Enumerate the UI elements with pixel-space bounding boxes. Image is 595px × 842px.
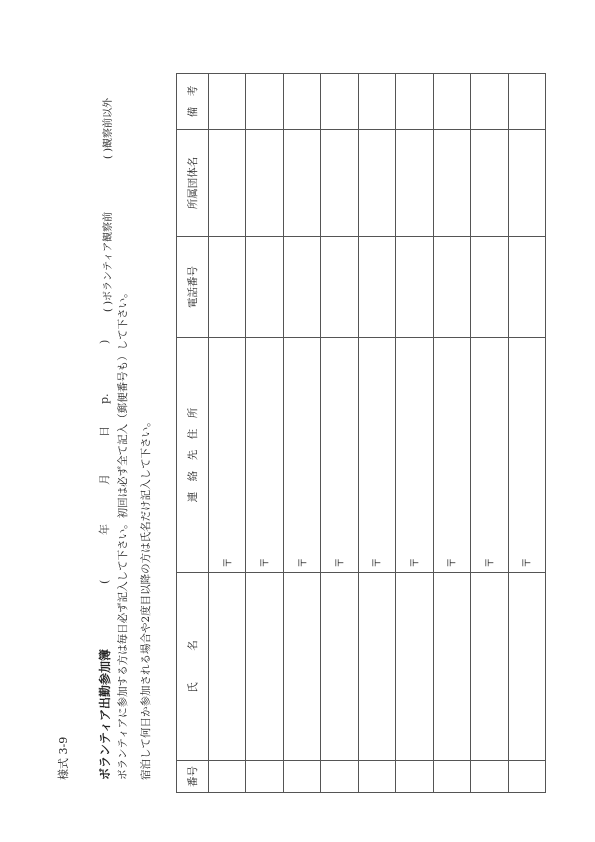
cell-name[interactable] bbox=[471, 573, 508, 761]
cell-no[interactable] bbox=[433, 761, 470, 793]
cell-no[interactable] bbox=[246, 761, 283, 793]
cell-tel[interactable] bbox=[396, 237, 433, 338]
attendance-table bbox=[176, 73, 546, 793]
cell-remarks[interactable] bbox=[508, 74, 546, 130]
cell-address[interactable] bbox=[508, 338, 546, 573]
table-row bbox=[209, 74, 246, 793]
cell-remarks[interactable] bbox=[358, 74, 395, 130]
checkbox-label: ボランティア観察前 bbox=[103, 211, 114, 302]
cell-remarks[interactable] bbox=[396, 74, 433, 130]
cell-tel[interactable] bbox=[321, 237, 358, 338]
cell-tel[interactable] bbox=[471, 237, 508, 338]
cell-address[interactable] bbox=[283, 338, 320, 573]
cell-no[interactable] bbox=[471, 761, 508, 793]
header-name: 氏 名 bbox=[177, 573, 209, 761]
cell-tel[interactable] bbox=[246, 237, 283, 338]
cell-no[interactable] bbox=[209, 761, 246, 793]
cell-org[interactable] bbox=[433, 130, 470, 237]
instruction-note-2: 宿泊して何日か参加される場合や2度目以降の方は氏名だけ記入して下さい。 bbox=[140, 416, 152, 780]
date-open: ( bbox=[98, 579, 111, 584]
cell-tel[interactable] bbox=[209, 237, 246, 338]
table-row bbox=[358, 74, 395, 793]
date-month-label: 月 bbox=[98, 474, 111, 485]
cell-remarks[interactable] bbox=[321, 74, 358, 130]
cell-org[interactable] bbox=[321, 130, 358, 237]
cell-address[interactable] bbox=[396, 338, 433, 573]
date-page-label: p. bbox=[98, 393, 111, 404]
cell-tel[interactable] bbox=[358, 237, 395, 338]
table-header-row bbox=[177, 74, 209, 793]
date-day-label: 日 bbox=[98, 426, 111, 437]
form-code: 様式 3-9 bbox=[57, 736, 70, 780]
cell-address[interactable] bbox=[358, 338, 395, 573]
cell-name[interactable] bbox=[396, 573, 433, 761]
table-row bbox=[283, 74, 320, 793]
table-row bbox=[508, 74, 546, 793]
cell-remarks[interactable] bbox=[471, 74, 508, 130]
checkbox-volunteer[interactable] bbox=[99, 212, 114, 312]
cell-name[interactable] bbox=[508, 573, 546, 761]
cell-tel[interactable] bbox=[283, 237, 320, 338]
cell-name[interactable] bbox=[358, 573, 395, 761]
cell-tel[interactable] bbox=[433, 237, 470, 338]
cell-name[interactable] bbox=[209, 573, 246, 761]
header-no: 番号 bbox=[177, 761, 209, 793]
cell-org[interactable] bbox=[209, 130, 246, 237]
cell-org[interactable] bbox=[396, 130, 433, 237]
checkbox-mark: ( ) bbox=[103, 301, 114, 312]
checkbox-mark: ( ) bbox=[103, 148, 114, 159]
zip-mark: 〒 bbox=[371, 557, 384, 568]
cell-no[interactable] bbox=[283, 761, 320, 793]
cell-remarks[interactable] bbox=[209, 74, 246, 130]
table-row bbox=[433, 74, 470, 793]
header-tel: 電話番号 bbox=[177, 237, 209, 338]
cell-address[interactable] bbox=[209, 338, 246, 573]
zip-mark: 〒 bbox=[446, 557, 459, 568]
zip-mark: 〒 bbox=[483, 557, 496, 568]
cell-address[interactable] bbox=[246, 338, 283, 573]
checkbox-other[interactable] bbox=[99, 98, 114, 159]
cell-org[interactable] bbox=[246, 130, 283, 237]
cell-org[interactable] bbox=[283, 130, 320, 237]
zip-mark: 〒 bbox=[221, 557, 234, 568]
cell-name[interactable] bbox=[246, 573, 283, 761]
cell-remarks[interactable] bbox=[433, 74, 470, 130]
zip-mark: 〒 bbox=[408, 557, 421, 568]
cell-address[interactable] bbox=[471, 338, 508, 573]
table-row bbox=[471, 74, 508, 793]
date-year-label: 年 bbox=[98, 524, 111, 535]
header-remarks: 備 考 bbox=[177, 74, 209, 130]
zip-mark: 〒 bbox=[296, 557, 309, 568]
table-row bbox=[321, 74, 358, 793]
date-close: ) bbox=[98, 339, 111, 344]
instruction-note-1: ボランティアに参加する方は毎日必ず記入して下さい。初回は必ず全て記入（郵便番号も）して下さい。 bbox=[117, 287, 129, 780]
cell-remarks[interactable] bbox=[246, 74, 283, 130]
table-row bbox=[246, 74, 283, 793]
cell-org[interactable] bbox=[358, 130, 395, 237]
cell-address[interactable] bbox=[433, 338, 470, 573]
table-row bbox=[396, 74, 433, 793]
checkbox-label: 観察前以外 bbox=[103, 98, 114, 149]
cell-remarks[interactable] bbox=[283, 74, 320, 130]
zip-mark: 〒 bbox=[334, 557, 347, 568]
zip-mark: 〒 bbox=[521, 557, 534, 568]
cell-no[interactable] bbox=[321, 761, 358, 793]
cell-name[interactable] bbox=[321, 573, 358, 761]
zip-mark: 〒 bbox=[259, 557, 272, 568]
page-title: ボランティア出勤参加簿 bbox=[98, 648, 112, 780]
cell-no[interactable] bbox=[508, 761, 546, 793]
header-org: 所属団体名 bbox=[177, 130, 209, 237]
cell-org[interactable] bbox=[508, 130, 546, 237]
cell-no[interactable] bbox=[396, 761, 433, 793]
cell-no[interactable] bbox=[358, 761, 395, 793]
header-address: 連 絡 先 住 所 bbox=[177, 338, 209, 573]
cell-name[interactable] bbox=[433, 573, 470, 761]
cell-address[interactable] bbox=[321, 338, 358, 573]
cell-tel[interactable] bbox=[508, 237, 546, 338]
cell-name[interactable] bbox=[283, 573, 320, 761]
cell-org[interactable] bbox=[471, 130, 508, 237]
